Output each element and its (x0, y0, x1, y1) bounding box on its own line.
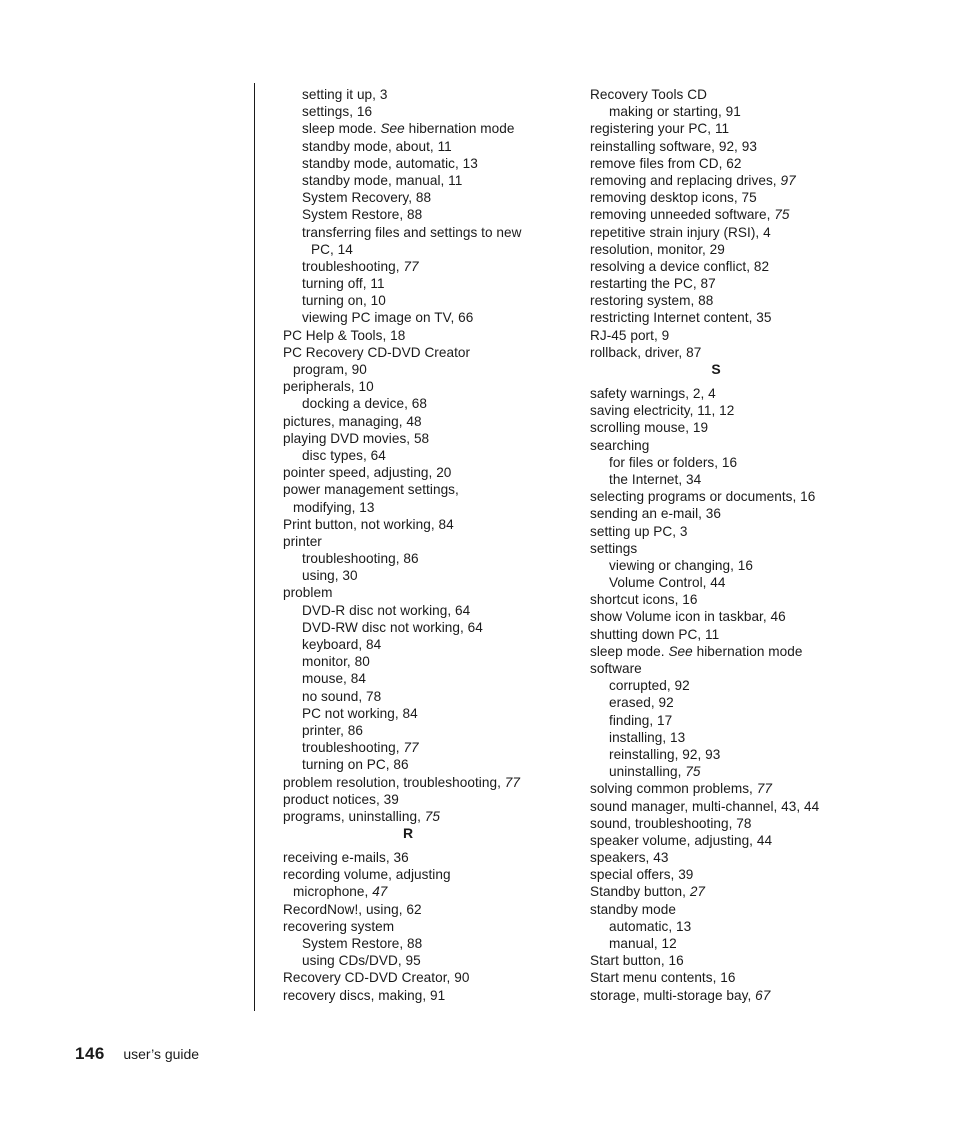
entry-text: hibernation mode (404, 121, 515, 137)
index-entry: rollback, driver, 87 (590, 344, 702, 360)
index-letter-heading: R (402, 825, 414, 842)
index-subentry: Volume Control, 44 (609, 575, 726, 591)
entry-text: removing unneeded software, (590, 207, 775, 223)
index-entry: recording volume, adjusting (283, 867, 451, 883)
column-divider-rule (254, 83, 255, 1011)
entry-text: solving common problems, (590, 781, 757, 797)
index-entry: playing DVD movies, 58 (283, 430, 430, 446)
entry-italic-text: See (380, 121, 405, 137)
index-subentry: transferring files and settings to new (302, 224, 522, 240)
index-entry: program, 90 (293, 362, 367, 377)
index-entry: reinstalling software, 92, 93 (590, 138, 757, 154)
index-subentry: manual, 12 (609, 936, 677, 951)
index-entry (590, 987, 890, 1004)
index-entry: resolving a device conflict, 82 (590, 258, 770, 274)
index-subentry: turning on, 10 (302, 293, 386, 309)
index-column-left (283, 86, 573, 1004)
index-subentry: making or starting, 91 (609, 104, 741, 120)
index-subentry: mouse, 84 (302, 671, 366, 687)
index-subentry: viewing PC image on TV, 66 (302, 310, 474, 326)
index-subentry: installing, 13 (609, 729, 686, 745)
index-entry: sending an e-mail, 36 (590, 506, 722, 522)
index-entry: speaker volume, adjusting, 44 (590, 832, 773, 848)
index-entry: repetitive strain injury (RSI), 4 (590, 224, 771, 240)
index-entry: power management settings, (283, 482, 459, 498)
entry-text: programs, uninstalling, (283, 808, 425, 824)
index-entry: shutting down PC, 11 (590, 626, 720, 642)
index-subentry: troubleshooting, 86 (302, 551, 419, 567)
index-entry: show Volume icon in taskbar, 46 (590, 609, 786, 625)
index-subentry: standby mode, about, 11 (302, 138, 452, 154)
index-entry (590, 883, 890, 900)
entry-italic-text: 67 (755, 987, 771, 1003)
index-entry: restarting the PC, 87 (590, 276, 716, 292)
index-entry: peripherals, 10 (283, 379, 374, 395)
index-subentry: using, 30 (302, 568, 358, 584)
entry-text: uninstalling, (609, 764, 686, 780)
index-entry: resolution, monitor, 29 (590, 241, 725, 257)
index-entry: pointer speed, adjusting, 20 (283, 465, 452, 481)
index-entry: scrolling mouse, 19 (590, 420, 709, 436)
index-entry: product notices, 39 (283, 791, 399, 807)
index-subentry (590, 763, 890, 780)
index-subentry: turning off, 11 (302, 276, 385, 292)
index-entry: special offers, 39 (590, 867, 694, 883)
index-entry: RecordNow!, using, 62 (283, 901, 422, 917)
entry-text: removing and replacing drives, (590, 172, 781, 188)
index-entry: setting up PC, 3 (590, 523, 688, 539)
index-subentry: DVD-RW disc not working, 64 (302, 619, 483, 635)
entry-text: troubleshooting, (302, 740, 404, 756)
entry-italic-text: 47 (372, 884, 388, 900)
index-subentry: reinstalling, 92, 93 (609, 746, 721, 762)
index-entry: shortcut icons, 16 (590, 592, 698, 608)
index-subentry: automatic, 13 (609, 918, 692, 934)
index-subentry (283, 739, 573, 756)
index-subentry: monitor, 80 (302, 654, 370, 670)
index-subentry (283, 258, 573, 275)
index-subentry (283, 120, 573, 137)
index-entry: remove files from CD, 62 (590, 155, 742, 171)
index-entry: Start button, 16 (590, 953, 684, 969)
index-entry (590, 643, 890, 660)
index-subentry: using CDs/DVD, 95 (302, 953, 421, 969)
index-subentry: standby mode, automatic, 13 (302, 155, 478, 171)
index-subentry: docking a device, 68 (302, 396, 427, 412)
index-letter-heading: S (711, 361, 721, 377)
index-subentry: for files or folders, 16 (609, 454, 738, 470)
index-entry: speakers, 43 (590, 850, 669, 866)
index-entry: printer (283, 533, 322, 549)
index-entry: sound manager, multi-channel, 43, 44 (590, 798, 820, 814)
page-number: 146 (75, 1044, 105, 1063)
index-entry: recovering system (283, 918, 395, 934)
guide-title: user’s guide (123, 1046, 200, 1062)
entry-italic-text: 75 (685, 764, 701, 780)
index-entry: Print button, not working, 84 (283, 516, 454, 532)
entry-text: sleep mode. (302, 121, 381, 137)
entry-text: microphone, (293, 884, 373, 900)
index-entry: Start menu contents, 16 (590, 970, 736, 986)
index-subentry: DVD-R disc not working, 64 (302, 602, 471, 618)
index-subentry: keyboard, 84 (302, 637, 382, 652)
index-subentry: standby mode, manual, 11 (302, 172, 463, 188)
index-subentry: System Restore, 88 (302, 936, 423, 951)
entry-italic-text: 97 (780, 172, 796, 188)
index-entry: restoring system, 88 (590, 293, 714, 309)
index-column-right (590, 86, 890, 1004)
index-subentry: System Restore, 88 (302, 207, 423, 223)
index-entry (590, 206, 890, 223)
index-subentry: setting it up, 3 (302, 87, 388, 102)
entry-italic-text: 77 (403, 258, 419, 274)
entry-italic-text: See (668, 643, 693, 659)
index-subentry: System Recovery, 88 (302, 190, 432, 206)
entry-text: problem resolution, troubleshooting, (283, 774, 505, 790)
index-subentry: settings, 16 (302, 104, 373, 120)
index-entry: settings (590, 540, 638, 556)
index-entry: Recovery CD-DVD Creator, 90 (283, 970, 470, 986)
page-footer (75, 1044, 199, 1064)
index-subentry: finding, 17 (609, 712, 673, 728)
index-entry: registering your PC, 11 (590, 121, 730, 137)
index-entry (590, 780, 890, 797)
index-entry (283, 774, 573, 791)
index-entry: selecting programs or documents, 16 (590, 489, 816, 505)
index-subentry: PC, 14 (311, 241, 353, 257)
entry-italic-text: 27 (689, 884, 706, 900)
index-subentry: the Internet, 34 (609, 471, 702, 487)
index-entry (590, 172, 890, 189)
index-entry: searching (590, 437, 650, 453)
entry-italic-text: 77 (504, 774, 520, 790)
index-entry: modifying, 13 (293, 499, 375, 515)
index-entry: PC Recovery CD-DVD Creator (283, 344, 471, 360)
index-entry: removing desktop icons, 75 (590, 190, 757, 206)
index-subentry: printer, 86 (302, 722, 364, 738)
index-subentry: disc types, 64 (302, 447, 386, 463)
entry-italic-text: 77 (403, 740, 419, 756)
entry-text: storage, multi-storage bay, (590, 987, 756, 1003)
index-entry: sound, troubleshooting, 78 (590, 815, 752, 831)
entry-text: sleep mode. (590, 643, 669, 659)
index-subentry: viewing or changing, 16 (609, 557, 753, 573)
index-entry: restricting Internet content, 35 (590, 310, 772, 326)
index-subentry: erased, 92 (609, 695, 674, 711)
entry-text: hibernation mode (692, 643, 803, 659)
index-entry: RJ-45 port, 9 (590, 327, 670, 343)
index-entry: recovery discs, making, 91 (283, 987, 446, 1003)
entry-italic-text: 75 (424, 808, 440, 824)
entry-italic-text: 75 (774, 207, 790, 223)
entry-text: Standby button, (590, 884, 690, 900)
index-entry: software (590, 661, 642, 676)
index-entry: safety warnings, 2, 4 (590, 386, 716, 401)
index-entry: standby mode (590, 901, 676, 917)
index-entry: saving electricity, 11, 12 (590, 403, 735, 419)
entry-text: troubleshooting, (302, 258, 404, 274)
index-entry (283, 883, 573, 900)
index-entry: PC Help & Tools, 18 (283, 327, 406, 343)
index-subentry: turning on PC, 86 (302, 757, 409, 773)
entry-italic-text: 77 (756, 781, 772, 797)
index-entry: problem (283, 585, 333, 601)
index-subentry: no sound, 78 (302, 688, 382, 704)
index-entry: receiving e-mails, 36 (283, 850, 409, 866)
index-entry: pictures, managing, 48 (283, 413, 422, 429)
index-subentry: PC not working, 84 (302, 705, 418, 721)
index-entry (283, 808, 573, 825)
index-subentry: corrupted, 92 (609, 678, 690, 694)
index-entry: Recovery Tools CD (590, 87, 707, 102)
